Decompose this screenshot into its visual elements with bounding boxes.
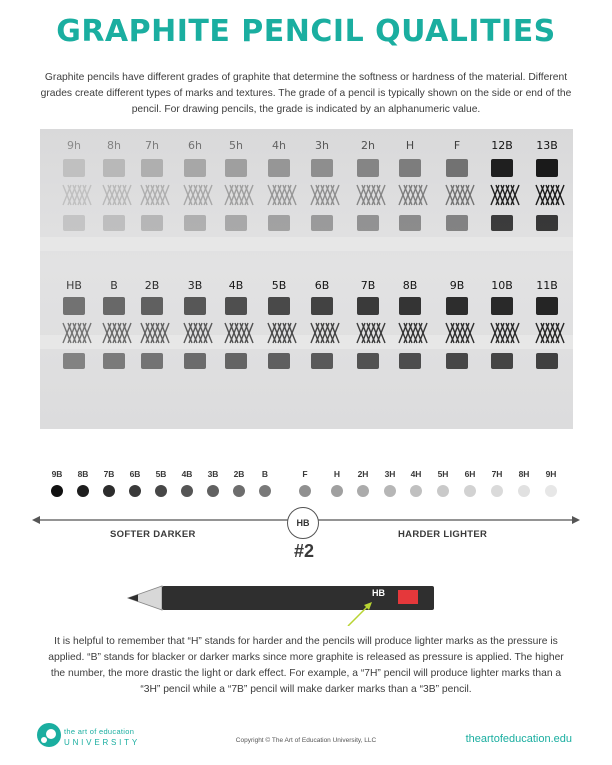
bottom-blend-swatch-3 [184, 353, 206, 369]
grade-label-9b: 9B [51, 469, 63, 479]
bottom-solid-swatch-6 [311, 297, 333, 315]
top-hatch-swatch-3 [184, 185, 212, 205]
copyright: Copyright © The Art of Education University, LLC [235, 737, 377, 744]
top-label-11: 13B [536, 139, 558, 152]
top-solid-swatch-11 [536, 159, 558, 177]
bottom-solid-swatch-10 [491, 297, 513, 315]
pencil-body [162, 586, 434, 610]
pencil-illustration [120, 576, 450, 626]
grade-label-7h: 7H [491, 469, 503, 479]
grade-label-b: B [261, 469, 269, 479]
top-hatch-swatch-4 [225, 185, 253, 205]
top-label-2: 7h [145, 139, 159, 152]
top-label-8: H [405, 139, 415, 152]
bottom-label-7: 7B [360, 279, 376, 292]
grade-label-3b: 3B [207, 469, 219, 479]
explanation-paragraph: It is helpful to remember that “H” stands for harder and the pencils will produce lighter marks as the pressure is applied. “B” stands for blacker or darker marks since more graphite is released as pressure is applied. The higher the number, the more drastic the light or dark effect. For example, a “7H” pencil will produce lighter marks than a “3H” pencil while a “7B” pencil will make darker marks than a “3B” pencil. [48, 636, 564, 695]
top-hatch-swatch-8 [399, 185, 427, 205]
grade-dot-b [259, 485, 271, 497]
top-blend-swatch-9 [446, 215, 468, 231]
top-solid-swatch-2 [141, 159, 163, 177]
top-label-1: 8h [107, 139, 121, 152]
bottom-blend-swatch-7 [357, 353, 379, 369]
bottom-label-6: 6B [314, 279, 330, 292]
bottom-solid-swatch-8 [399, 297, 421, 315]
top-blend-swatch-6 [311, 215, 333, 231]
top-blend-swatch-8 [399, 215, 421, 231]
grade-label-8h: 8H [518, 469, 530, 479]
bottom-blend-swatch-11 [536, 353, 558, 369]
bottom-blend-swatch-1 [103, 353, 125, 369]
bottom-label-0: HB [66, 279, 82, 292]
top-solid-swatch-7 [357, 159, 379, 177]
grade-label-9h: 9H [545, 469, 557, 479]
bottom-label-11: 11B [536, 279, 558, 292]
grade-dot-7b [103, 485, 115, 497]
arrow-left-icon [32, 516, 40, 524]
grade-dot-5h [437, 485, 449, 497]
grade-dot-9b [51, 485, 63, 497]
top-blend-swatch-10 [491, 215, 513, 231]
top-blend-swatch-2 [141, 215, 163, 231]
top-label-5: 4h [272, 139, 286, 152]
grade-dot-6h [464, 485, 476, 497]
bottom-blend-swatch-2 [141, 353, 163, 369]
grade-label-8b: 8B [77, 469, 89, 479]
bottom-solid-swatch-7 [357, 297, 379, 315]
grade-dot-2h [357, 485, 369, 497]
top-label-4: 5h [229, 139, 243, 152]
grade-label-f: F [302, 469, 308, 479]
grade-dot-4h [410, 485, 422, 497]
top-blend-swatch-3 [184, 215, 206, 231]
grade-label-3h: 3H [384, 469, 396, 479]
bottom-blend-swatch-8 [399, 353, 421, 369]
top-solid-swatch-1 [103, 159, 125, 177]
grade-dot-4b [181, 485, 193, 497]
bottom-blend-swatch-4 [225, 353, 247, 369]
bottom-solid-swatch-5 [268, 297, 290, 315]
bottom-solid-swatch-9 [446, 297, 468, 315]
top-blend-swatch-11 [536, 215, 558, 231]
pencil-accent-band [398, 590, 418, 604]
grade-label-5h: 5H [437, 469, 449, 479]
logo-line-1: the art of education [64, 727, 135, 736]
top-hatch-swatch-2 [141, 185, 169, 205]
bottom-solid-swatch-3 [184, 297, 206, 315]
top-blend-swatch-4 [225, 215, 247, 231]
grade-dot-h [331, 485, 343, 497]
bottom-blend-swatch-0 [63, 353, 85, 369]
grade-dot-6b [129, 485, 141, 497]
top-solid-swatch-9 [446, 159, 468, 177]
bottom-label-9: 9B [449, 279, 465, 292]
top-label-6: 3h [315, 139, 329, 152]
intro-paragraph: Graphite pencils have different grades of graphite that determine the softness or hardness of the material. Different grades create different types of marks and textures. The grade of a pencil is typically shown on the side or end of the pencil. For drawing pencils, the grade is indicated by an alphanumeric value. [40, 72, 572, 115]
bottom-solid-swatch-1 [103, 297, 125, 315]
grade-label-6h: 6H [464, 469, 476, 479]
top-label-0: 9h [67, 139, 81, 152]
top-hatch-swatch-0 [63, 185, 91, 205]
bottom-blend-swatch-10 [491, 353, 513, 369]
grade-label-4b: 4B [181, 469, 193, 479]
bottom-label-5: 5B [271, 279, 287, 292]
harder-lighter-label: HARDER LIGHTER [398, 529, 488, 540]
bottom-solid-swatch-2 [141, 297, 163, 315]
grade-dot-3b [207, 485, 219, 497]
grade-dot-2b [233, 485, 245, 497]
pencil-samples-drawing [40, 129, 573, 429]
pencil-samples-photo [40, 129, 573, 429]
grade-dot-8h [518, 485, 530, 497]
pencil-grade-label: HB [372, 588, 385, 598]
grade-label-4h: 4H [410, 469, 422, 479]
website-link[interactable]: theartofeducation.edu [465, 733, 572, 745]
top-label-9: F [453, 139, 461, 152]
grade-label-7b: 7B [103, 469, 115, 479]
page-title: GRAPHITE PENCIL QUALITIES [56, 14, 556, 49]
grade-dot-5b [155, 485, 167, 497]
bottom-solid-swatch-11 [536, 297, 558, 315]
top-hatch-swatch-6 [311, 185, 339, 205]
grade-label-2b: 2B [233, 469, 245, 479]
top-label-10: 12B [491, 139, 513, 152]
top-hatch-swatch-1 [103, 185, 131, 205]
bottom-solid-swatch-0 [63, 297, 85, 315]
grade-dot-f [299, 485, 311, 497]
hb-center-marker: HB [287, 507, 319, 539]
top-label-3: 6h [188, 139, 202, 152]
bottom-label-4: 4B [228, 279, 244, 292]
top-hatch-swatch-10 [491, 185, 519, 205]
bottom-label-1: B [110, 279, 118, 292]
top-solid-swatch-8 [399, 159, 421, 177]
top-solid-swatch-10 [491, 159, 513, 177]
bottom-label-3: 3B [187, 279, 203, 292]
number-two-label: #2 [293, 541, 315, 561]
grade-scale-labels [0, 469, 612, 483]
grade-label-2h: 2H [357, 469, 369, 479]
grade-dot-7h [491, 485, 503, 497]
grade-dot-8b [77, 485, 89, 497]
arrow-right-icon [572, 516, 580, 524]
top-hatch-swatch-5 [268, 185, 296, 205]
top-solid-swatch-0 [63, 159, 85, 177]
grade-dot-3h [384, 485, 396, 497]
grade-label-h: H [333, 469, 341, 479]
logo-line-2: UNIVERSITY [64, 738, 141, 747]
bottom-blend-swatch-6 [311, 353, 333, 369]
top-solid-swatch-3 [184, 159, 206, 177]
bottom-label-2: 2B [144, 279, 160, 292]
bottom-blend-swatch-5 [268, 353, 290, 369]
top-blend-swatch-0 [63, 215, 85, 231]
softer-darker-label: SOFTER DARKER [110, 529, 196, 540]
grade-label-5b: 5B [155, 469, 167, 479]
grade-scale-dots [0, 485, 612, 499]
top-hatch-swatch-7 [357, 185, 385, 205]
bottom-label-8: 8B [402, 279, 418, 292]
top-solid-swatch-5 [268, 159, 290, 177]
bottom-blend-swatch-9 [446, 353, 468, 369]
aoe-logo-icon [36, 722, 62, 748]
grade-dot-9h [545, 485, 557, 497]
bottom-solid-swatch-4 [225, 297, 247, 315]
top-hatch-swatch-9 [446, 185, 474, 205]
top-blend-swatch-5 [268, 215, 290, 231]
top-hatch-swatch-11 [536, 185, 564, 205]
top-blend-swatch-1 [103, 215, 125, 231]
top-solid-swatch-4 [225, 159, 247, 177]
bottom-label-10: 10B [491, 279, 513, 292]
top-blend-swatch-7 [357, 215, 379, 231]
top-solid-swatch-6 [311, 159, 333, 177]
grade-label-6b: 6B [129, 469, 141, 479]
top-label-7: 2h [361, 139, 375, 152]
